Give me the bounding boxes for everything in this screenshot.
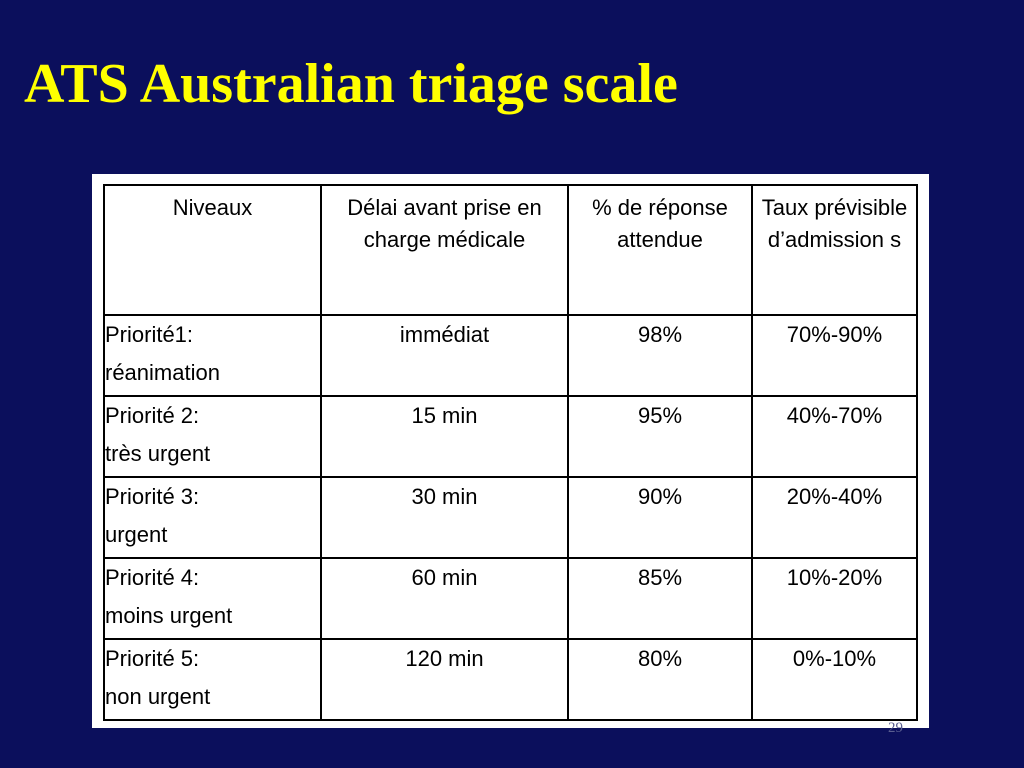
header-admission: Taux prévisible d’admission s bbox=[752, 185, 917, 315]
priority-label: Priorité 5: bbox=[105, 646, 200, 671]
page-number: 29 bbox=[888, 720, 903, 736]
response-cell: 90% bbox=[568, 477, 752, 558]
admission-cell: 0%-10% bbox=[752, 639, 917, 720]
admission-cell: 70%-90% bbox=[752, 315, 917, 396]
priority-label: Priorité 3: bbox=[105, 484, 200, 509]
admission-cell: 20%-40% bbox=[752, 477, 917, 558]
priority-label: Priorité1: bbox=[105, 322, 194, 347]
header-levels: Niveaux bbox=[104, 185, 321, 315]
triage-table bbox=[103, 184, 918, 721]
header-response: % de réponse attendue bbox=[568, 185, 752, 315]
header-delay: Délai avant prise en charge médicale bbox=[321, 185, 568, 315]
table-row bbox=[104, 558, 917, 639]
delay-cell: 30 min bbox=[321, 477, 568, 558]
level-cell bbox=[104, 639, 321, 720]
table-row bbox=[104, 315, 917, 396]
delay-cell: 60 min bbox=[321, 558, 568, 639]
admission-cell: 40%-70% bbox=[752, 396, 917, 477]
category-label: moins urgent bbox=[105, 603, 233, 628]
level-cell bbox=[104, 315, 321, 396]
table-header-row bbox=[104, 185, 917, 315]
admission-cell: 10%-20% bbox=[752, 558, 917, 639]
response-cell: 98% bbox=[568, 315, 752, 396]
response-cell: 85% bbox=[568, 558, 752, 639]
category-label: non urgent bbox=[105, 684, 211, 709]
table-row bbox=[104, 396, 917, 477]
delay-cell: 15 min bbox=[321, 396, 568, 477]
delay-cell: immédiat bbox=[321, 315, 568, 396]
response-cell: 80% bbox=[568, 639, 752, 720]
category-label: urgent bbox=[105, 522, 168, 547]
response-cell: 95% bbox=[568, 396, 752, 477]
table-row bbox=[104, 639, 917, 720]
category-label: réanimation bbox=[105, 360, 220, 385]
table-panel bbox=[92, 174, 929, 728]
priority-label: Priorité 4: bbox=[105, 565, 200, 590]
table-row bbox=[104, 477, 917, 558]
category-label: très urgent bbox=[105, 441, 211, 466]
slide-title: ATS Australian triage scale bbox=[24, 53, 678, 115]
delay-cell: 120 min bbox=[321, 639, 568, 720]
level-cell bbox=[104, 477, 321, 558]
level-cell bbox=[104, 558, 321, 639]
priority-label: Priorité 2: bbox=[105, 403, 200, 428]
level-cell bbox=[104, 396, 321, 477]
